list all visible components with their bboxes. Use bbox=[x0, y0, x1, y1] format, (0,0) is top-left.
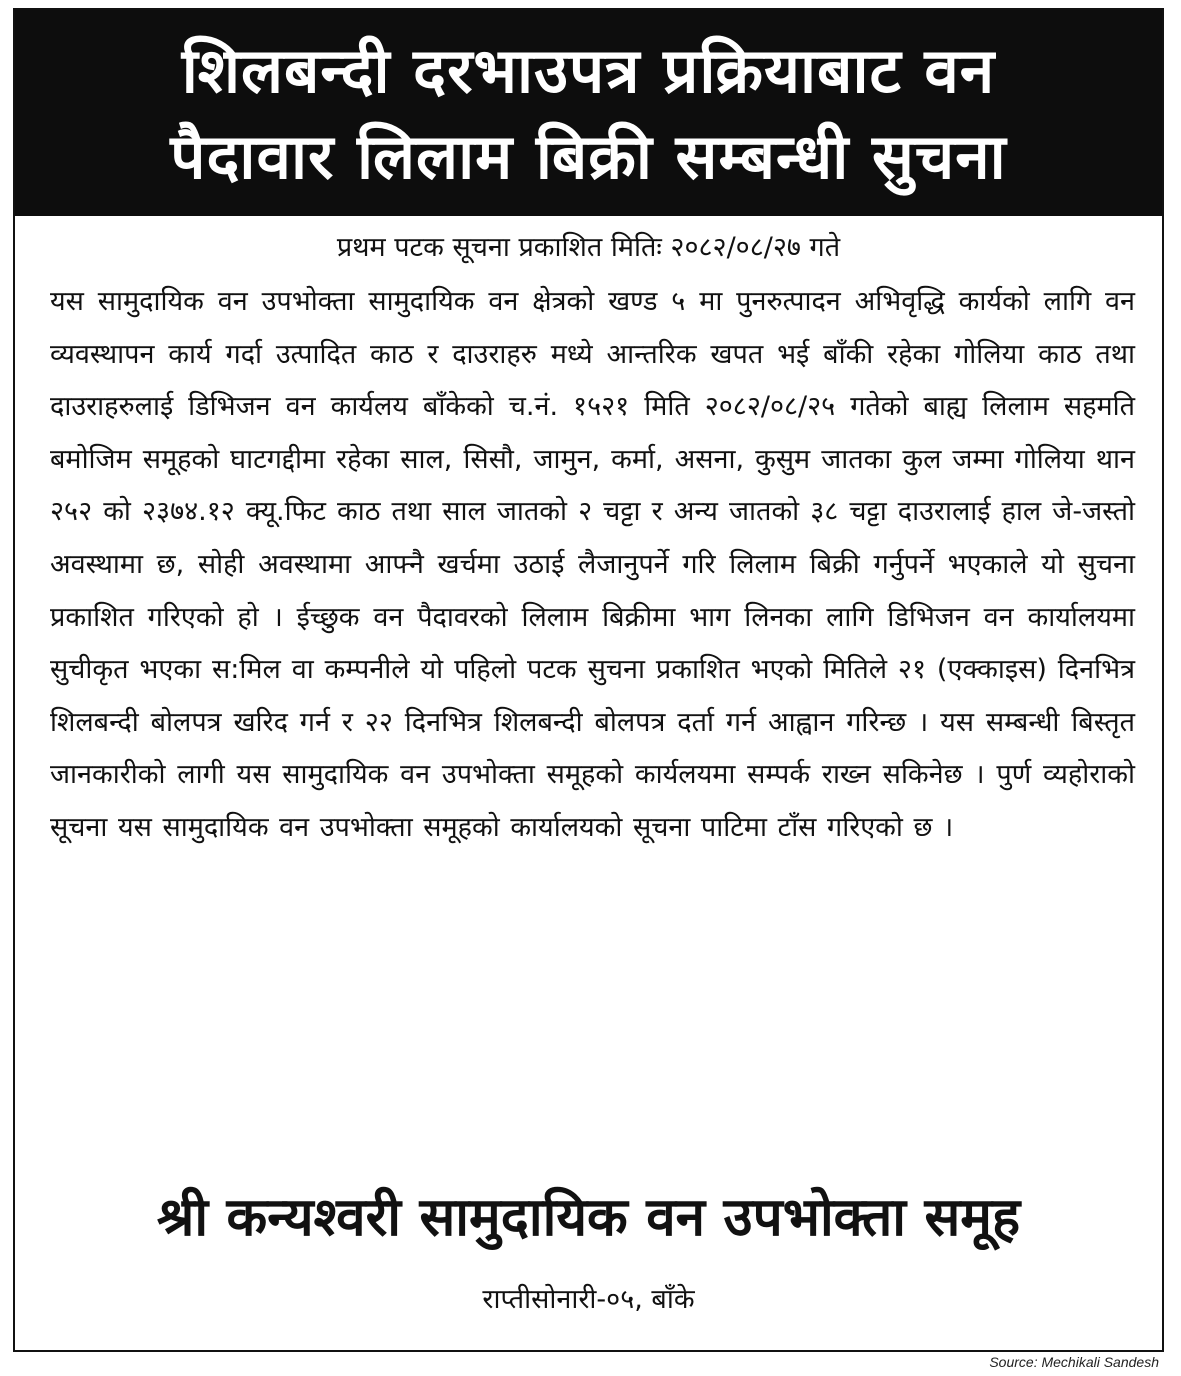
publish-date-line: प्रथम पटक सूचना प्रकाशित मितिः २०८२/०८/२७ गते bbox=[336, 232, 841, 263]
source-credit: Source: Mechikali Sandesh bbox=[989, 1354, 1159, 1370]
organization-name: श्री कन्यश्वरी सामुदायिक वन उपभोक्ता समूह bbox=[156, 1187, 1021, 1248]
notice-title-banner bbox=[15, 10, 1162, 216]
notice-title-line-1: शिलबन्दी दरभाउपत्र प्रक्रियाबाट वन bbox=[181, 34, 996, 107]
notice-frame bbox=[13, 8, 1164, 1352]
notice-title-line-2: पैदावार लिलाम बिक्री सम्बन्धी सुचना bbox=[170, 120, 1007, 193]
organization-address: राप्तीसोनारी-०५, बाँके bbox=[482, 1284, 695, 1315]
notice-body: यस सामुदायिक वन उपभोक्ता सामुदायिक वन क्षेत्रको खण्ड ५ मा पुनरुत्पादन अभिवृद्धि कार्यको लागि वन व्यवस्थापन कार्य गर्दा उत्पादित काठ र दाउराहरु मध्ये आन्तरिक खपत भई बाँकी रहेका गोलिया काठ तथा दाउराहरुलाई डिभिजन वन कार्यलय बाँकेको च.नं. १५२१ मिति २०८२/०८/२५ गतेको बाह्य लिलाम सहमति बमोजिम समूहको घाटगद्दीमा रहेका साल, सिसौ, जामुन, कर्मा, असना, कुसुम जातका कुल जम्मा गोलिया थान २५२ को २३७४.१२ क्यू.फिट काठ तथा साल जातको २ चट्टा र अन्य जातको ३८ चट्टा दाउरालाई हाल जे-जस्तो अवस्थामा छ, सोही अवस्थामा आफ्नै खर्चमा उठाई लैजानुपर्ने गरि लिलाम बिक्री गर्नुपर्ने भएकाले यो सुचना प्रकाशित गरिएको हो । ईच्छुक वन पैदावरको लिलाम बिक्रीमा भाग लिनका लागि डिभिजन वन कार्यालयमा सुचीकृत भएका स:मिल वा कम्पनीले यो पहिलो पटक सुचना प्रकाशित भएको मितिले २१ (एक्काइस) दिनभित्र शिलबन्दी बोलपत्र खरिद गर्न र २२ दिनभित्र शिलबन्दी बोलपत्र दर्ता गर्न आह्वान गरिन्छ । यस सम्बन्धी बिस्तृत जानकारीको लागी यस सामुदायिक वन उपभोक्ता समूहको कार्यलयमा सम्पर्क राख्न सकिनेछ । पुर्ण व्यहोराको सूचना यस सामुदायिक वन उपभोक्ता समूहको कार्यालयको सूचना पाटिमा टाँस गरिएको छ । bbox=[50, 286, 1136, 843]
